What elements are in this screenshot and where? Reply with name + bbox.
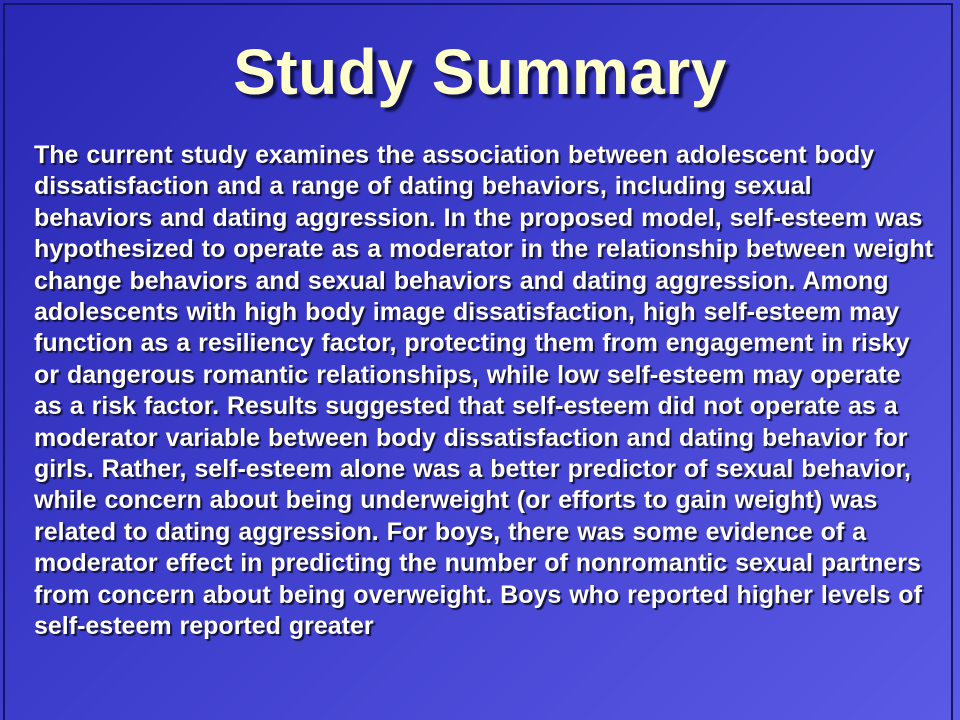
- slide-title: Study Summary: [233, 36, 727, 108]
- slide-body-text: The current study examines the association between adolescent body dissatisfaction and a range of dating behaviors, including sexual behaviors and dating aggression. In the proposed model, self-esteem was hypothesized to operate as a moderator in the relationship between weight change behaviors and sexual behaviors and dating aggression. Among adolescents with high body image dissatisfaction, high self-esteem may function as a resiliency factor, protecting them from engagement in risky or dangerous romantic relationships, while low self-esteem may operate as a risk factor. Results suggested that self-esteem did not operate as a moderator variable between body dissatisfaction and dating behavior for girls. Rather, self-esteem alone was a better predictor of sexual behavior, while concern about being underweight (or efforts to gain weight) was related to dating aggression. For boys, there was some evidence of a moderator effect in predicting the number of nonromantic sexual partners from concern about being overweight. Boys who reported higher levels of self-esteem reported greater: [34, 141, 934, 641]
